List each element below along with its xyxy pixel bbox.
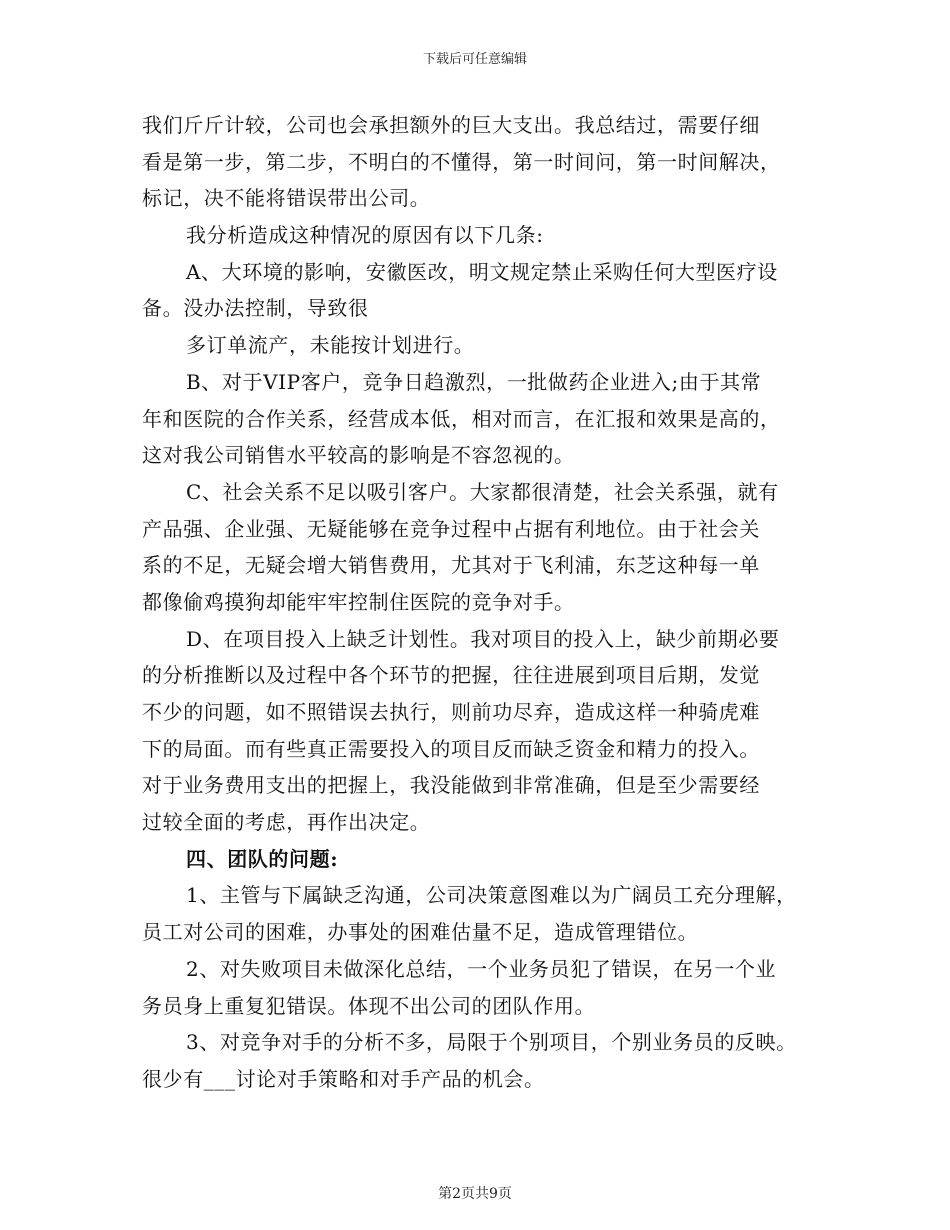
text-line: 产品强、企业强、无疑能够在竞争过程中占据有利地位。由于社会关: [142, 516, 760, 541]
text-line: 2、对失败项目未做深化总结，一个业务员犯了错误，在另一个业: [186, 956, 777, 981]
text-line: 务员身上重复犯错误。体现不出公司的团队作用。: [142, 993, 596, 1018]
text-line: A、大环境的影响，安徽医改，明文规定禁止采购任何大型医疗设: [186, 259, 778, 284]
page-number: 第2页共9页: [438, 1186, 512, 1202]
text-line: 员工对公司的困难，办事处的困难估量不足，造成管理错位。: [142, 920, 699, 945]
text-line: D、在项目投入上缺乏计划性。我对项目的投入上，缺少前期必要: [186, 626, 780, 651]
text-line: 我们斤斤计较，公司也会承担额外的巨大支出。我总结过，需要仔细: [142, 113, 760, 137]
text-line: 多订单流产，未能按计划进行。: [186, 333, 475, 358]
text-line: 不少的问题，如不照错误去执行，则前功尽弃，造成这样一种骑虎难: [142, 700, 760, 724]
text-line: 备。没办法控制，导致很: [142, 296, 369, 321]
text-line: 的分析推断以及过程中各个环节的把握，往往进展到项目后期，发觉: [142, 663, 760, 688]
text-line: 1、主管与下属缺乏沟通，公司决策意图难以为广阔员工充分理解，: [186, 883, 797, 908]
text-line: 系的不足，无疑会增大销售费用，尤其对于飞利浦，东芝这种每一单: [142, 553, 760, 578]
text-line: 都像偷鸡摸狗却能牢牢控制住医院的竞争对手。: [142, 589, 575, 614]
document-body: [142, 107, 822, 1098]
text-line: B、对于VIP客户，竞争日趋激烈，一批做药企业进入;由于其常: [186, 369, 762, 394]
text-line: 过较全面的考虑，再作出决定。: [142, 810, 431, 835]
text-line: 年和医院的合作关系，经营成本低，相对而言，在汇报和效果是高的，: [142, 406, 781, 431]
text-line: C、社会关系不足以吸引客户。大家都很清楚，社会关系强，就有: [186, 479, 779, 504]
text-line: 看是第一步，第二步，不明白的不懂得，第一时间问，第一时间解决，: [142, 149, 781, 174]
page-header: 下载后可任意编辑: [422, 52, 527, 67]
text-line: 我分析造成这种情况的原因有以下几条:: [186, 223, 544, 248]
text-line: 对于业务费用支出的把握上，我没能做到非常准确，但是至少需要经: [142, 773, 760, 798]
text-line: 这对我公司销售水平较高的影响是不容忽视的。: [142, 443, 575, 468]
text-line: 标记，决不能将错误带出公司。: [142, 186, 431, 211]
text-line: 下的局面。而有些真正需要投入的项目反而缺乏资金和精力的投入。: [142, 736, 760, 761]
text-line: 很少有___讨论对手策略和对手产品的机会。: [142, 1066, 545, 1091]
section-heading: 四、团队的问题:: [186, 846, 339, 871]
text-line: 3、对竞争对手的分析不多，局限于个别项目，个别业务员的反映。: [186, 1030, 797, 1055]
